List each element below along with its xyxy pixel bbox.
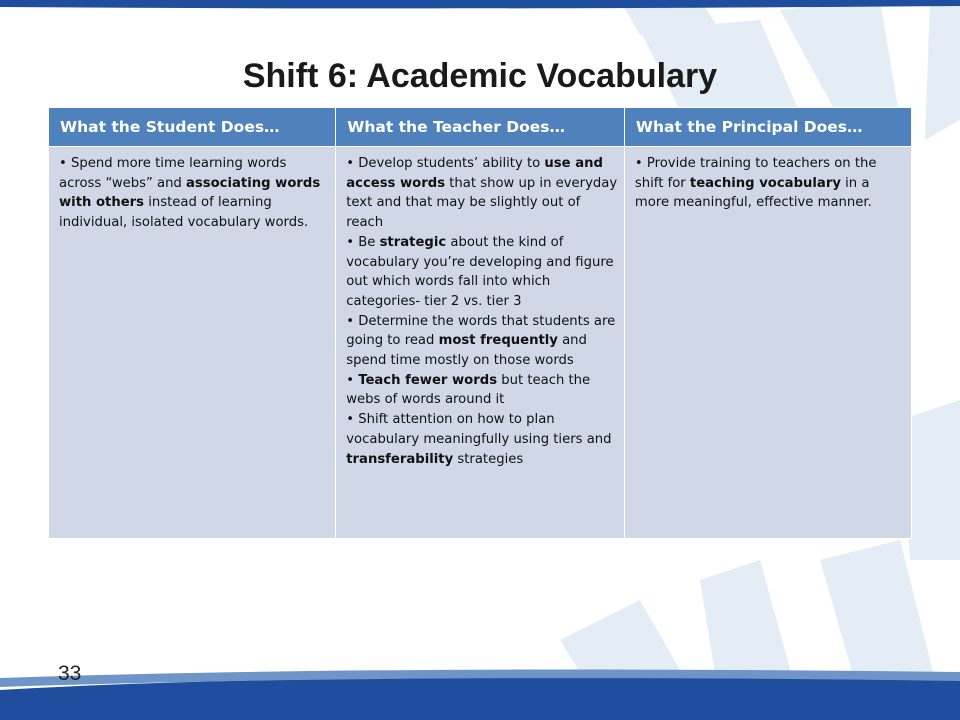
teacher-cell [336, 147, 625, 539]
slide-title: Shift 6: Academic Vocabulary [242, 57, 718, 95]
header-principal: What the Principal Does… [624, 108, 911, 147]
footer-band [0, 678, 960, 720]
bullet-item: • Provide training to teachers on the shift for teaching vocabulary in a more meaningful, effective manner. [634, 156, 877, 211]
comparison-table [48, 107, 912, 539]
student-cell [49, 147, 336, 539]
student-bullet-list [59, 154, 329, 233]
header-teacher: What the Teacher Does… [336, 108, 625, 147]
bold-text: strategic [379, 234, 447, 250]
page-number: 33 [58, 662, 82, 685]
bullet-item: • Spend more time learning words across “webs” and associating words with others instead of learning individual, isolated vocabulary words. [59, 156, 321, 231]
teacher-bullet-list [346, 154, 618, 469]
table-header-row [49, 108, 912, 147]
bold-text: transferability [346, 451, 454, 467]
text-run: and spend time mostly on those words [346, 333, 587, 369]
text-run: Spend more time learning words across “webs” and [59, 156, 287, 191]
bullet-item: • Teach fewer words but teach the webs of words around it [346, 372, 591, 408]
text-run: in a more meaningful, effective manner. [634, 175, 872, 211]
text-run: Develop students’ ability to [358, 156, 545, 171]
bullet-item: • Determine the words that students are going to read most frequently and spend time mostly on those words [346, 313, 616, 369]
bold-text: use and access words [346, 156, 603, 191]
bullet-item: • Shift attention on how to plan vocabulary meaningfully using tiers and transferability strategies [346, 412, 612, 467]
text-run: about the kind of vocabulary you’re developing and figure out which words fall into which categories- tier 2 vs. tier 3 [346, 234, 614, 309]
table-row [49, 147, 912, 539]
text-run: Determine the words that students are going to read [346, 313, 616, 349]
principal-cell [624, 147, 911, 539]
bullet-item: • Be strategic about the kind of vocabulary you’re developing and figure out which words fall into which categories- tier 2 vs. tier 3 [346, 234, 614, 309]
bold-text: Teach fewer words [358, 372, 498, 388]
text-run: instead of learning individual, isolated vocabulary words. [59, 195, 309, 231]
text-run: Provide training to teachers on the shift for [634, 156, 877, 191]
text-run: but teach the webs of words around it [346, 372, 591, 408]
principal-bullet-list [635, 154, 905, 213]
text-run: Shift attention on how to plan vocabulary meaningfully using tiers and [346, 412, 612, 447]
text-run: strategies [453, 451, 524, 467]
text-run: Be [358, 234, 380, 250]
bullet-item: • Develop students’ ability to use and access words that show up in everyday text and that may be slightly out of reach [346, 156, 618, 231]
bold-text: most frequently [438, 333, 558, 349]
header-student: What the Student Does… [49, 108, 336, 147]
bold-text: teaching vocabulary [689, 175, 841, 191]
bold-text: associating words with others [59, 175, 321, 211]
text-run: that show up in everyday text and that may be slightly out of reach [346, 175, 618, 231]
